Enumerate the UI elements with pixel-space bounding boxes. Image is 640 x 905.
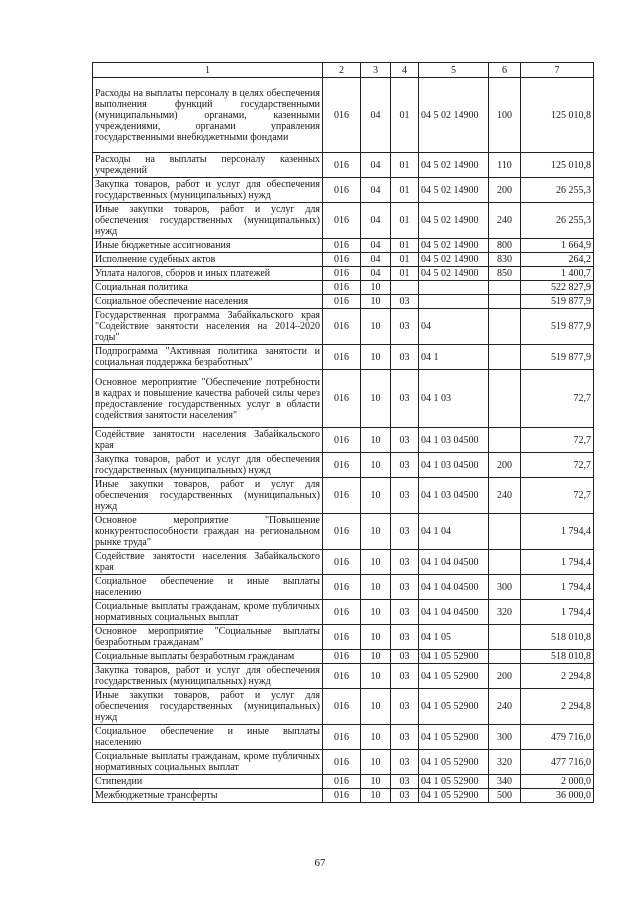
row-section-code: 10 xyxy=(361,514,391,550)
header-cell: 2 xyxy=(323,63,361,78)
row-section-code: 10 xyxy=(361,725,391,750)
row-expense-type: 300 xyxy=(489,725,521,750)
row-name: Закупка товаров, работ и услуг для обеспечения государственных (муниципальных) нужд xyxy=(93,664,323,689)
row-section-code: 10 xyxy=(361,478,391,514)
row-expense-type: 320 xyxy=(489,750,521,775)
row-expense-type: 500 xyxy=(489,789,521,803)
row-amount: 2 000,0 xyxy=(521,775,594,789)
table-row xyxy=(93,789,594,803)
page-number: 67 xyxy=(314,857,326,869)
row-name: Государственная программа Забайкальского края "Содействие занятости населения на 2014–2020 годы" xyxy=(93,309,323,345)
row-subsection-code: 01 xyxy=(391,203,419,239)
header-cell: 4 xyxy=(391,63,419,78)
row-subsection-code: 03 xyxy=(391,295,419,309)
row-subsection-code: 01 xyxy=(391,178,419,203)
row-name: Социальные выплаты гражданам, кроме публичных нормативных социальных выплат xyxy=(93,600,323,625)
table-row xyxy=(93,514,594,550)
row-ministry-code: 016 xyxy=(323,178,361,203)
row-name: Уплата налогов, сборов и иных платежей xyxy=(93,267,323,281)
row-name: Закупка товаров, работ и услуг для обеспечения государственных (муниципальных) нужд xyxy=(93,453,323,478)
row-target-code: 04 1 03 04500 xyxy=(419,478,489,514)
row-ministry-code: 016 xyxy=(323,664,361,689)
row-amount: 1 794,4 xyxy=(521,514,594,550)
row-amount: 1 794,4 xyxy=(521,575,594,600)
row-target-code: 04 5 02 14900 xyxy=(419,203,489,239)
table-row xyxy=(93,281,594,295)
row-name: Подпрограмма "Активная политика занятости и социальная поддержка безработных" xyxy=(93,345,323,370)
row-amount: 72,7 xyxy=(521,478,594,514)
row-subsection-code: 03 xyxy=(391,750,419,775)
row-subsection-code: 01 xyxy=(391,239,419,253)
row-ministry-code: 016 xyxy=(323,78,361,153)
row-amount: 72,7 xyxy=(521,453,594,478)
table-row xyxy=(93,239,594,253)
row-ministry-code: 016 xyxy=(323,295,361,309)
table-row xyxy=(93,689,594,725)
row-section-code: 04 xyxy=(361,78,391,153)
row-name: Социальное обеспечение населения xyxy=(93,295,323,309)
row-target-code xyxy=(419,295,489,309)
row-subsection-code: 03 xyxy=(391,428,419,453)
row-ministry-code: 016 xyxy=(323,689,361,725)
row-name: Социальная политика xyxy=(93,281,323,295)
row-amount: 518 010,8 xyxy=(521,650,594,664)
row-target-code: 04 5 02 14900 xyxy=(419,267,489,281)
table-row xyxy=(93,725,594,750)
row-ministry-code: 016 xyxy=(323,725,361,750)
row-ministry-code: 016 xyxy=(323,514,361,550)
row-target-code: 04 1 xyxy=(419,345,489,370)
table-row xyxy=(93,267,594,281)
row-subsection-code xyxy=(391,281,419,295)
row-name: Социальные выплаты гражданам, кроме публичных нормативных социальных выплат xyxy=(93,750,323,775)
row-name: Содействие занятости населения Забайкальского края xyxy=(93,428,323,453)
row-amount: 36 000,0 xyxy=(521,789,594,803)
table-row xyxy=(93,78,594,153)
row-target-code: 04 1 05 52900 xyxy=(419,789,489,803)
row-subsection-code: 01 xyxy=(391,267,419,281)
row-target-code: 04 1 05 52900 xyxy=(419,664,489,689)
row-name: Содействие занятости населения Забайкальского края xyxy=(93,550,323,575)
row-section-code: 10 xyxy=(361,664,391,689)
header-cell: 5 xyxy=(419,63,489,78)
row-target-code: 04 1 04 04500 xyxy=(419,550,489,575)
row-section-code: 10 xyxy=(361,750,391,775)
row-section-code: 10 xyxy=(361,309,391,345)
row-amount: 264,2 xyxy=(521,253,594,267)
row-expense-type xyxy=(489,309,521,345)
row-name: Социальные выплаты безработным гражданам xyxy=(93,650,323,664)
header-cell: 1 xyxy=(93,63,323,78)
row-name: Основное мероприятие "Обеспечение потребности в кадрах и повышение качества рабочей силы через предоставление государственных услуг в области содействия занятости населения" xyxy=(93,370,323,428)
row-ministry-code: 016 xyxy=(323,345,361,370)
row-target-code: 04 5 02 14900 xyxy=(419,178,489,203)
row-subsection-code: 03 xyxy=(391,453,419,478)
row-subsection-code: 03 xyxy=(391,514,419,550)
row-amount: 72,7 xyxy=(521,428,594,453)
row-expense-type: 240 xyxy=(489,689,521,725)
row-amount: 2 294,8 xyxy=(521,689,594,725)
row-amount: 26 255,3 xyxy=(521,178,594,203)
row-name: Иные бюджетные ассигнования xyxy=(93,239,323,253)
row-section-code: 10 xyxy=(361,775,391,789)
row-target-code: 04 xyxy=(419,309,489,345)
row-amount: 479 716,0 xyxy=(521,725,594,750)
row-expense-type xyxy=(489,370,521,428)
row-amount: 72,7 xyxy=(521,370,594,428)
row-section-code: 10 xyxy=(361,550,391,575)
row-name: Социальное обеспечение и иные выплаты населению xyxy=(93,575,323,600)
row-section-code: 04 xyxy=(361,253,391,267)
row-amount: 1 400,7 xyxy=(521,267,594,281)
row-name: Стипендии xyxy=(93,775,323,789)
row-subsection-code: 03 xyxy=(391,345,419,370)
row-target-code: 04 1 05 52900 xyxy=(419,689,489,725)
row-expense-type xyxy=(489,625,521,650)
row-target-code: 04 1 03 04500 xyxy=(419,428,489,453)
row-target-code: 04 1 05 52900 xyxy=(419,725,489,750)
table-row xyxy=(93,664,594,689)
row-ministry-code: 016 xyxy=(323,453,361,478)
row-amount: 1 664,9 xyxy=(521,239,594,253)
row-expense-type: 240 xyxy=(489,203,521,239)
row-expense-type: 240 xyxy=(489,478,521,514)
row-ministry-code: 016 xyxy=(323,775,361,789)
table-row xyxy=(93,478,594,514)
row-amount: 26 255,3 xyxy=(521,203,594,239)
row-section-code: 10 xyxy=(361,689,391,725)
row-target-code: 04 1 05 xyxy=(419,625,489,650)
row-subsection-code: 03 xyxy=(391,725,419,750)
row-amount: 125 010,8 xyxy=(521,153,594,178)
row-ministry-code: 016 xyxy=(323,550,361,575)
row-subsection-code: 03 xyxy=(391,550,419,575)
row-target-code: 04 1 05 52900 xyxy=(419,775,489,789)
row-expense-type: 300 xyxy=(489,575,521,600)
row-ministry-code: 016 xyxy=(323,750,361,775)
row-subsection-code: 01 xyxy=(391,153,419,178)
row-section-code: 10 xyxy=(361,345,391,370)
row-ministry-code: 016 xyxy=(323,789,361,803)
row-name: Основное мероприятие "Повышение конкурентоспособности граждан на региональном рынке труда" xyxy=(93,514,323,550)
row-section-code: 04 xyxy=(361,239,391,253)
row-expense-type: 320 xyxy=(489,600,521,625)
row-target-code: 04 5 02 14900 xyxy=(419,153,489,178)
row-subsection-code: 03 xyxy=(391,689,419,725)
row-ministry-code: 016 xyxy=(323,281,361,295)
row-section-code: 10 xyxy=(361,625,391,650)
row-ministry-code: 016 xyxy=(323,650,361,664)
row-subsection-code: 03 xyxy=(391,650,419,664)
row-section-code: 10 xyxy=(361,575,391,600)
table-row xyxy=(93,625,594,650)
row-ministry-code: 016 xyxy=(323,203,361,239)
row-ministry-code: 016 xyxy=(323,370,361,428)
row-name: Исполнение судебных актов xyxy=(93,253,323,267)
row-expense-type: 200 xyxy=(489,453,521,478)
row-name: Основное мероприятие "Социальные выплаты безработным гражданам" xyxy=(93,625,323,650)
row-target-code: 04 5 02 14900 xyxy=(419,78,489,153)
row-subsection-code: 03 xyxy=(391,789,419,803)
row-ministry-code: 016 xyxy=(323,428,361,453)
row-expense-type: 850 xyxy=(489,267,521,281)
row-subsection-code: 01 xyxy=(391,78,419,153)
row-expense-type xyxy=(489,650,521,664)
table-row xyxy=(93,370,594,428)
row-amount: 519 877,9 xyxy=(521,345,594,370)
row-amount: 522 827,9 xyxy=(521,281,594,295)
row-expense-type: 800 xyxy=(489,239,521,253)
row-subsection-code: 03 xyxy=(391,664,419,689)
row-subsection-code: 03 xyxy=(391,478,419,514)
row-section-code: 04 xyxy=(361,267,391,281)
table-row xyxy=(93,153,594,178)
row-ministry-code: 016 xyxy=(323,253,361,267)
row-subsection-code: 03 xyxy=(391,600,419,625)
row-target-code: 04 1 03 04500 xyxy=(419,453,489,478)
row-amount: 125 010,8 xyxy=(521,78,594,153)
row-name: Иные закупки товаров, работ и услуг для обеспечения государственных (муниципальных) нужд xyxy=(93,203,323,239)
table-row xyxy=(93,309,594,345)
row-expense-type xyxy=(489,428,521,453)
header-cell: 6 xyxy=(489,63,521,78)
row-amount: 477 716,0 xyxy=(521,750,594,775)
table-row xyxy=(93,428,594,453)
row-name: Иные закупки товаров, работ и услуг для обеспечения государственных (муниципальных) нужд xyxy=(93,478,323,514)
row-section-code: 10 xyxy=(361,370,391,428)
row-ministry-code: 016 xyxy=(323,267,361,281)
header-cell: 3 xyxy=(361,63,391,78)
row-target-code: 04 1 03 xyxy=(419,370,489,428)
row-expense-type: 110 xyxy=(489,153,521,178)
row-expense-type: 200 xyxy=(489,178,521,203)
row-amount: 518 010,8 xyxy=(521,625,594,650)
row-subsection-code: 03 xyxy=(391,309,419,345)
header-cell: 7 xyxy=(521,63,594,78)
row-ministry-code: 016 xyxy=(323,600,361,625)
row-name: Межбюджетные трансферты xyxy=(93,789,323,803)
row-section-code: 10 xyxy=(361,281,391,295)
row-expense-type: 200 xyxy=(489,664,521,689)
row-target-code: 04 1 05 52900 xyxy=(419,650,489,664)
row-target-code: 04 1 05 52900 xyxy=(419,750,489,775)
row-expense-type: 340 xyxy=(489,775,521,789)
row-name: Расходы на выплаты персоналу казенных учреждений xyxy=(93,153,323,178)
budget-table xyxy=(92,62,594,803)
row-ministry-code: 016 xyxy=(323,239,361,253)
row-amount: 519 877,9 xyxy=(521,295,594,309)
row-section-code: 04 xyxy=(361,178,391,203)
row-amount: 2 294,8 xyxy=(521,664,594,689)
table-header xyxy=(93,63,594,78)
table-body xyxy=(93,78,594,803)
table-row xyxy=(93,750,594,775)
row-section-code: 10 xyxy=(361,453,391,478)
row-subsection-code: 03 xyxy=(391,370,419,428)
row-expense-type xyxy=(489,514,521,550)
row-name: Закупка товаров, работ и услуг для обеспечения государственных (муниципальных) нужд xyxy=(93,178,323,203)
row-section-code: 04 xyxy=(361,203,391,239)
row-expense-type xyxy=(489,550,521,575)
table-row xyxy=(93,253,594,267)
row-target-code: 04 1 04 xyxy=(419,514,489,550)
row-section-code: 10 xyxy=(361,600,391,625)
table-row xyxy=(93,203,594,239)
row-target-code: 04 1 04 04500 xyxy=(419,575,489,600)
table-row xyxy=(93,550,594,575)
row-expense-type xyxy=(489,345,521,370)
row-name: Иные закупки товаров, работ и услуг для обеспечения государственных (муниципальных) нужд xyxy=(93,689,323,725)
row-amount: 519 877,9 xyxy=(521,309,594,345)
table-row xyxy=(93,295,594,309)
row-expense-type xyxy=(489,295,521,309)
row-section-code: 10 xyxy=(361,295,391,309)
row-subsection-code: 03 xyxy=(391,625,419,650)
row-expense-type xyxy=(489,281,521,295)
row-name: Расходы на выплаты персоналу в целях обеспечения выполнения функций государственными (муниципальными) органами, казенными учреждениями, органами управления государственными внебюджетными фондами xyxy=(93,78,323,153)
row-expense-type: 830 xyxy=(489,253,521,267)
row-name: Социальное обеспечение и иные выплаты населению xyxy=(93,725,323,750)
row-ministry-code: 016 xyxy=(323,478,361,514)
row-subsection-code: 01 xyxy=(391,253,419,267)
table-row xyxy=(93,775,594,789)
row-target-code: 04 5 02 14900 xyxy=(419,239,489,253)
row-amount: 1 794,4 xyxy=(521,550,594,575)
row-subsection-code: 03 xyxy=(391,575,419,600)
table-row xyxy=(93,600,594,625)
row-target-code: 04 5 02 14900 xyxy=(419,253,489,267)
table-row xyxy=(93,345,594,370)
row-section-code: 10 xyxy=(361,650,391,664)
row-ministry-code: 016 xyxy=(323,575,361,600)
table-row xyxy=(93,650,594,664)
row-amount: 1 794,4 xyxy=(521,600,594,625)
row-target-code: 04 1 04 04500 xyxy=(419,600,489,625)
row-section-code: 04 xyxy=(361,153,391,178)
table-row xyxy=(93,453,594,478)
row-subsection-code: 03 xyxy=(391,775,419,789)
row-target-code xyxy=(419,281,489,295)
row-section-code: 10 xyxy=(361,428,391,453)
table-row xyxy=(93,178,594,203)
table-row xyxy=(93,575,594,600)
row-expense-type: 100 xyxy=(489,78,521,153)
row-ministry-code: 016 xyxy=(323,309,361,345)
row-ministry-code: 016 xyxy=(323,625,361,650)
row-section-code: 10 xyxy=(361,789,391,803)
row-ministry-code: 016 xyxy=(323,153,361,178)
